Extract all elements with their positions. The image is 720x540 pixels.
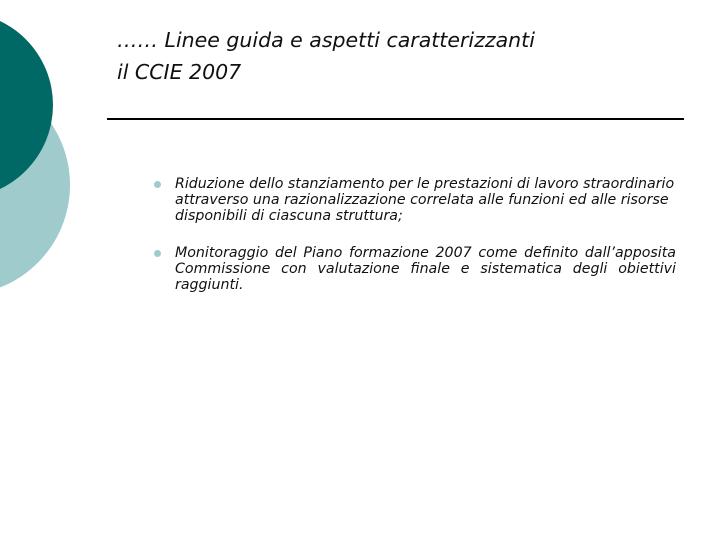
- bullet-item: [150, 245, 676, 293]
- bullet-list: [150, 176, 676, 314]
- bullet-item: [150, 176, 676, 224]
- decorative-circles: [0, 0, 80, 290]
- title-line-1: …… Linee guida e aspetti caratterizzanti: [117, 28, 535, 52]
- title-divider: [107, 118, 684, 120]
- bullet-text: Riduzione dello stanziamento per le prestazioni di lavoro straordinario attraverso una razionalizzazione correlata alle funzioni ed alle risorse disponibili di ciascuna struttura;: [175, 176, 675, 224]
- bullet-dot-icon: [154, 250, 161, 257]
- bullet-text: Monitoraggio del Piano formazione 2007 come definito dall’apposita Commissione con valutazione finale e sistematica degli obiettivi raggiunti.: [175, 245, 676, 293]
- title-line-2: il CCIE 2007: [117, 60, 242, 84]
- bullet-dot-icon: [154, 181, 161, 188]
- slide-title: [117, 24, 687, 88]
